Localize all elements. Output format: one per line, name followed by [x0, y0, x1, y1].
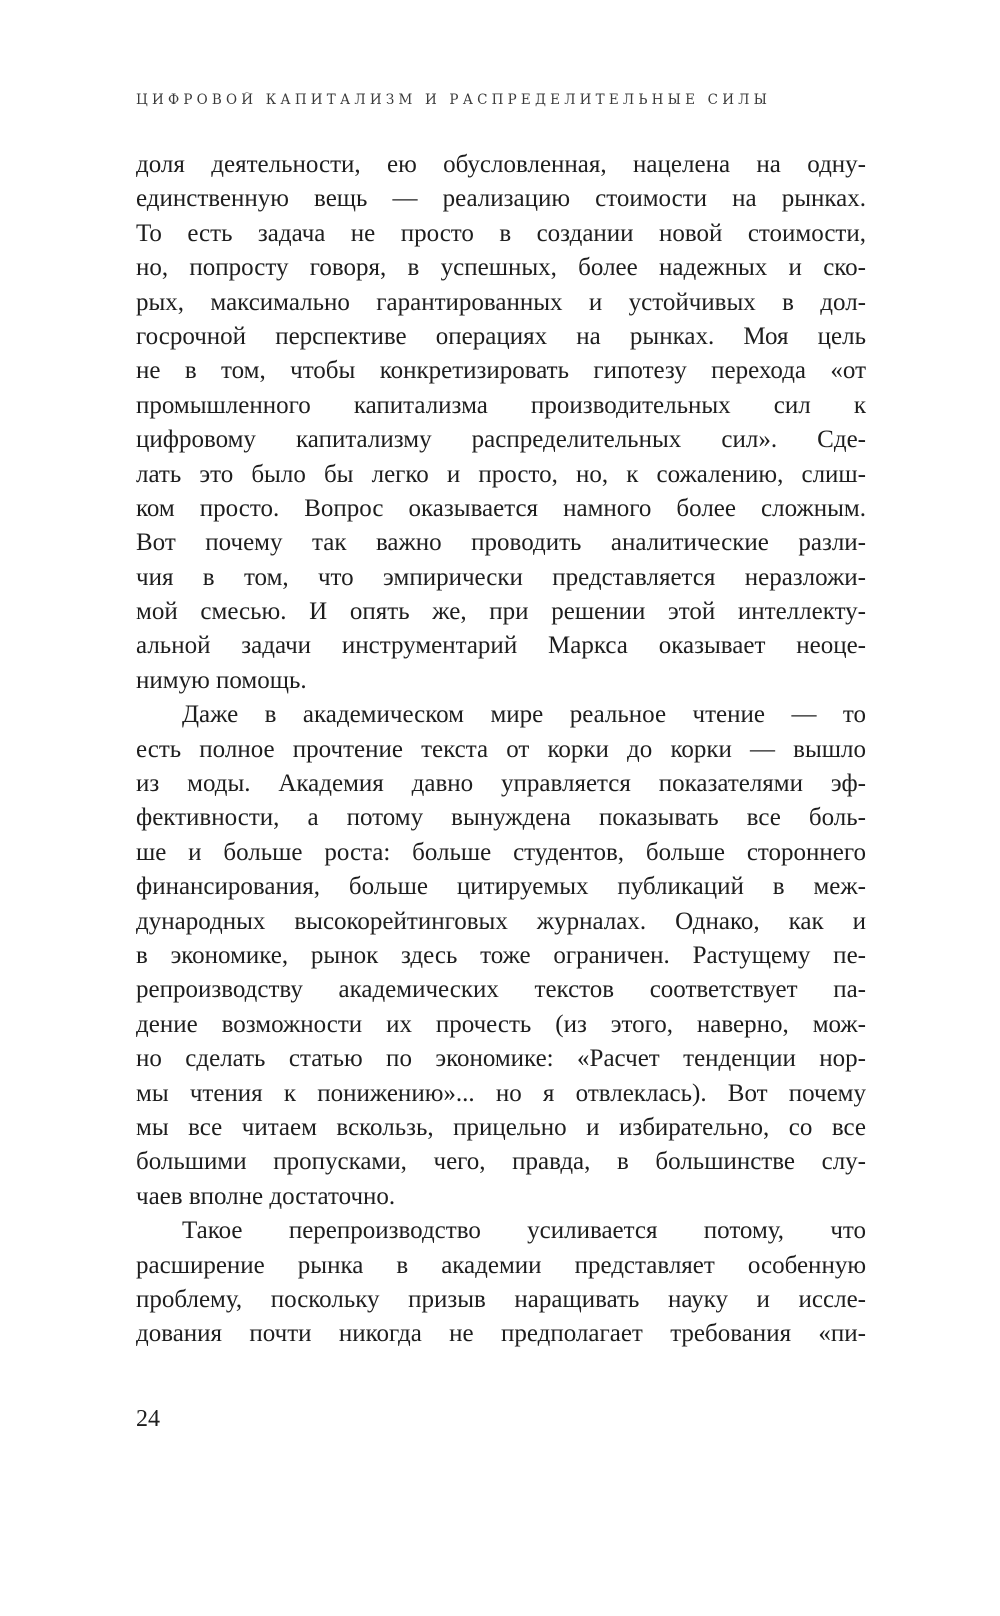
text-line: дования почти никогда не предполагает требования «пи- [136, 1320, 866, 1348]
text-line: ше и больше роста: больше студентов, больше стороннего [136, 838, 866, 866]
text-line: в экономике, рынок здесь тоже ограничен. Растущему пе- [136, 941, 866, 969]
text-line: альной задачи инструментарий Маркса оказывает неоце- [136, 632, 866, 660]
page-number: 24 [136, 1406, 160, 1432]
text-line: чия в том, что эмпирически представляется неразложи- [136, 563, 866, 591]
text-line: единственную вещь — реализацию стоимости на рынках. [136, 185, 866, 213]
text-line: рых, максимально гарантированных и устойчивых в дол- [136, 288, 866, 316]
text-line: но сделать статью по экономике: «Расчет тенденции нор- [136, 1045, 866, 1073]
text-line: промышленного капитализма производительных сил к [136, 391, 866, 419]
text-line: То есть задача не просто в создании новой стоимости, [136, 219, 866, 247]
text-line: мы чтения к понижению»... но я отвлеклась). Вот почему [136, 1079, 866, 1107]
text-line: финансирования, больше цитируемых публикаций в меж- [136, 873, 866, 901]
text-line: нимую помощь. [136, 666, 307, 694]
text-line: Даже в академическом мире реальное чтение — то [182, 701, 866, 729]
text-line: из моды. Академия давно управляется показателями эф- [136, 770, 866, 798]
text-line: цифровому капитализму распределительных сил». Сде- [136, 426, 866, 454]
text-line: большими пропусками, чего, правда, в большинстве слу- [136, 1148, 866, 1176]
paragraph [136, 148, 866, 698]
text-line: мы все читаем вскользь, прицельно и избирательно, со все [136, 1113, 866, 1141]
text-line: чаев вполне достаточно. [136, 1182, 396, 1210]
paragraph [136, 698, 866, 1214]
text-line: расширение рынка в академии представляет особенную [136, 1251, 866, 1279]
text-line: дение возможности их прочесть (из этого, наверно, мож- [136, 1010, 866, 1038]
text-line: не в том, чтобы конкретизировать гипотезу перехода «от [136, 357, 866, 385]
text-line: лать это было бы легко и просто, но, к сожалению, слиш- [136, 460, 866, 488]
text-line: Вот почему так важно проводить аналитические разли- [136, 529, 866, 557]
text-line: мой смесью. И опять же, при решении этой интеллекту- [136, 598, 866, 626]
text-line: ком просто. Вопрос оказывается намного более сложным. [136, 494, 866, 522]
running-head: ЦИФРОВОЙ КАПИТАЛИЗМ И РАСПРЕДЕЛИТЕЛЬНЫЕ СИЛЫ [136, 92, 772, 108]
text-line: дународных высокорейтинговых журналах. Однако, как и [136, 907, 866, 935]
text-line: фективности, а потому вынуждена показывать все боль- [136, 804, 866, 832]
text-line: но, попросту говоря, в успешных, более надежных и ско- [136, 254, 866, 282]
body-text [136, 148, 866, 1352]
text-line: есть полное прочтение текста от корки до корки — вышло [136, 735, 866, 763]
text-line: Такое перепроизводство усиливается потому, что [182, 1217, 866, 1245]
text-line: доля деятельности, ею обусловленная, нацелена на одну- [136, 151, 866, 178]
paragraph [136, 1214, 866, 1352]
text-line: госрочной перспективе операциях на рынках. Моя цель [136, 322, 866, 350]
text-line: репроизводству академических текстов соответствует па- [136, 976, 866, 1004]
text-line: проблему, поскольку призыв наращивать науку и иссле- [136, 1285, 866, 1313]
